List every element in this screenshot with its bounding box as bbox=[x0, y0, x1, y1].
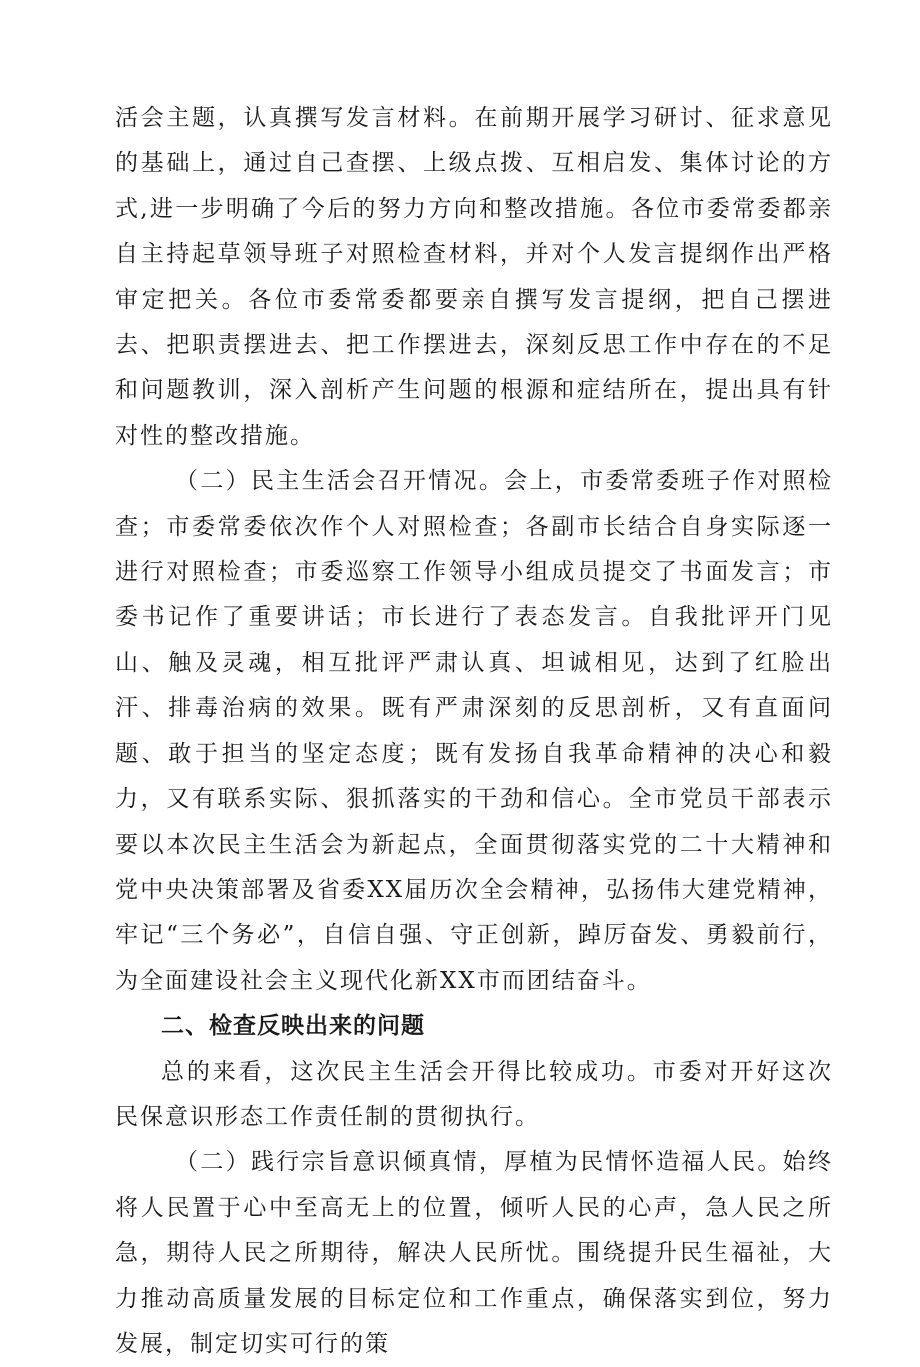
document-body bbox=[115, 96, 833, 1367]
paragraph-meeting-status: （二）民主生活会召开情况。会上，市委常委班子作对照检查；市委常委依次作个人对照检查；各副市长结合自身实际逐一进行对照检查；市委巡察工作领导小组成员提交了书面发言；市委书记作了重要讲话；市长进行了表态发言。自我批评开门见山、触及灵魂，相互批评严肃认真、坦诚相见，达到了红脸出汗、排毒治病的效果。既有严肃深刻的反思剖析，又有直面问题、敢于担当的坚定态度；既有发扬自我革命精神的决心和毅力，又有联系实际、狠抓落实的干劲和信心。全市党员干部表示要以本次民主生活会为新起点，全面贯彻落实党的二十大精神和党中央决策部署及省委XX届历次全会精神，弘扬伟大建党精神，牢记“三个务必”，自信自强、守正创新，踔厉奋发、勇毅前行，为全面建设社会主义现代化新XX市而团结奋斗。 bbox=[115, 468, 833, 994]
paragraph-preparation: 活会主题，认真撰写发言材料。在前期开展学习研讨、征求意见的基础上，通过自己查摆、上级点拨、互相启发、集体讨论的方式,进一步明确了今后的努力方向和整改措施。各位市委常委都亲自主持起草领导班子对照检查材料，并对个人发言提纲作出严格审定把关。各位市委常委都要亲自撰写发言提纲，把自己摆进去、把职责摆进去、把工作摆进去，深刻反思工作中存在的不足和问题教训，深入剖析产生问题的根源和症结所在，提出具有针对性的整改措施。 bbox=[115, 105, 833, 449]
paragraph-overview: 总的来看，这次民主生活会开得比较成功。市委对开好这次民保意识形态工作责任制的贯彻执行。 bbox=[115, 1058, 833, 1130]
paragraph-purpose: （二）践行宗旨意识倾真情，厚植为民情怀造福人民。始终将人民置于心中至高无上的位置，倾听人民的心声，急人民之所急，期待人民之所期待，解决人民所忧。围绕提升民生福祉，大力推动高质量发展的目标定位和工作重点，确保落实到位，努力发展，制定切实可行的策 bbox=[115, 1149, 833, 1357]
section-heading-problems: 二、检查反映出来的问题 bbox=[161, 1013, 425, 1040]
